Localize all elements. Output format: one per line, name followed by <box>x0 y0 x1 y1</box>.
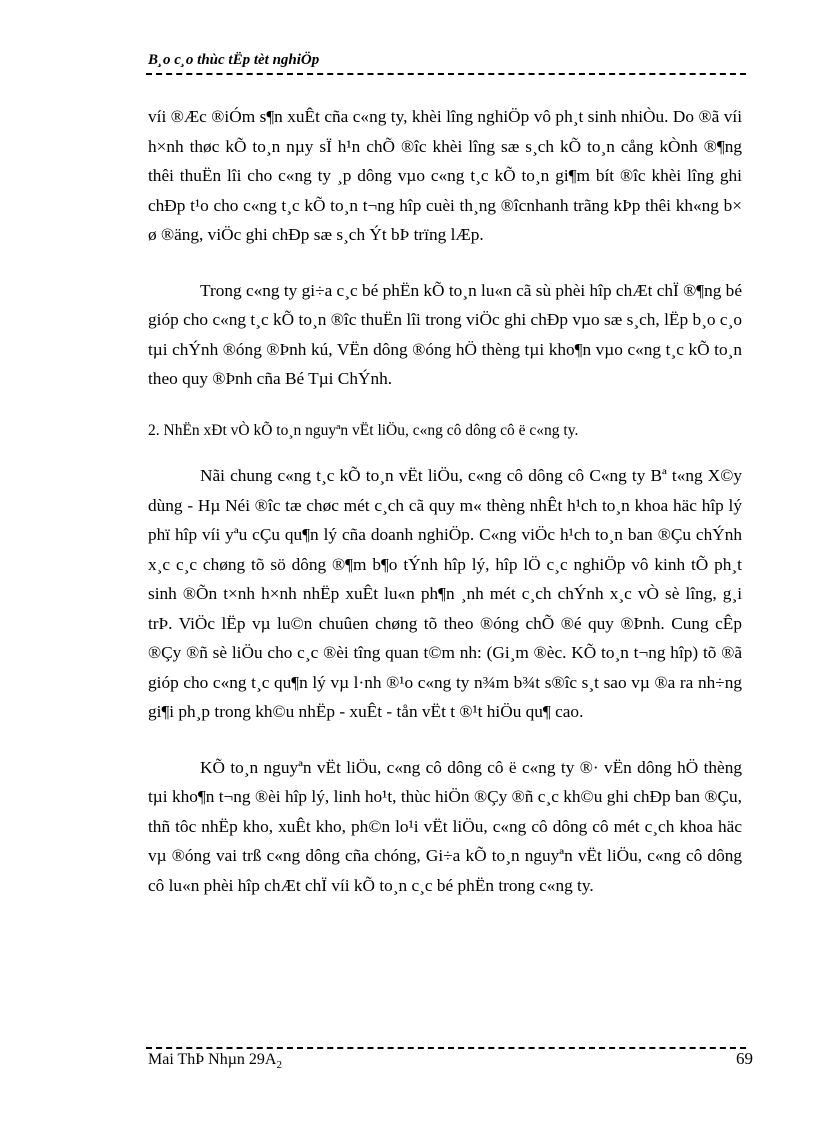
header-rule <box>146 73 746 75</box>
paragraph-1: víi ®Æc ®iÓm s¶n xuÊt cña c«ng ty, khèi lîng nghiÖp vô ph¸t sinh nhiÒu. Do ®ã víi h×nh thøc kÕ to¸n nµy sÏ h¹n chÕ ®îc khèi lîng sæ s¸ch kÕ to¸n cång kÒnh ®¶ng thêi thuËn lîi cho c«ng ty ¸p dông vµo c«ng t¸c kÕ to¸n gi¶m bít ®îc khèi lîng ghi chÐp t¹o cho c«ng t¸c kÕ to¸n t¬ng hîp cuèi th¸ng ®îcnhanh trãng kÞp thêi kh«ng b× ø ®äng, viÖc ghi chÐp sæ s¸ch Ýt bÞ trïng lÆp. <box>148 107 742 244</box>
footer-author-name: Mai ThÞ Nhµn 29A <box>148 1051 277 1068</box>
running-header: B¸o c¸o thùc tËp tèt nghiÖp <box>148 52 320 68</box>
paragraph-2: Trong c«ng ty gi÷a c¸c bé phËn kÕ to¸n lu«n cã sù phèi hîp chÆt chÏ ®¶ng bé gióp cho c«ng t¸c kÕ to¸n ®îc thuËn lîi trong viÖc ghi chÐp vµo sæ s¸ch, lËp b¸o c¸o tµi chÝnh ®óng ®Þnh kú, VËn dông ®óng hÖ thèng tµi kho¶n vµo c«ng t¸c kÕ to¸n theo quy ®Þnh cña Bé Tµi ChÝnh. <box>148 280 742 388</box>
footer-rule <box>146 1047 746 1049</box>
paragraph-4: KÕ to¸n nguyªn vËt liÖu, c«ng cô dông cô ë c«ng ty ®· vËn dông hÖ thèng tµi kho¶n t¬ng ®èi hîp lý, linh ho¹t, thùc hiÖn ®Çy ®ñ c¸c kh©u ghi chÐp ban ®Çu, thñ tôc nhËp kho, xuÊt kho, ph©n lo¹i vËt liÖu, c«ng cô dông cô mét c¸ch khoa häc vµ ®óng vai trß c«ng dông cña chóng, Gi÷a kÕ to¸n nguyªn vËt liÖu, c«ng cô dông cô lu«n phèi hîp chÆt chÏ víi kÕ to¸n c¸c bé phËn trong c«ng ty. <box>148 757 742 895</box>
footer-author <box>148 1051 282 1071</box>
footer-class-subscript: 2 <box>276 1059 282 1072</box>
page-body <box>148 102 742 900</box>
page-number: 69 <box>736 1049 753 1068</box>
section-heading: 2. NhËn xÐt vÒ kÕ to¸n nguyªn vËt liÖu, c«ng cô dông cô ë c«ng ty. <box>148 421 579 439</box>
paragraph-3: Nãi chung c«ng t¸c kÕ to¸n vËt liÖu, c«ng cô dông cô C«ng ty Bª t«ng X©y dùng - Hµ Néi ®îc tæ chøc mét c¸ch cã quy m« thèng nhÊt h¹ch to¸n khoa häc hîp lý phï hîp víi yªu cÇu qu¶n lý cña doanh nghiÖp. C«ng viÖc h¹ch to¸n ban ®Çu chÝnh x¸c c¸c chøng tõ sö dông ®¶m b¶o tÝnh hîp lý, hîp lÖ c¸c nghiÖp vô kinh tÕ ph¸t sinh ®Õn t×nh h×nh nhËp xuÊt lu«n ph¶n ¸nh mét c¸ch chÝnh x¸c vÒ sè lîng, g¸i trÞ. ViÖc lËp vµ lu©n chuûen chøng tõ theo ®óng chÕ ®é quy ®Þnh. Cung cÊp ®Çy ®ñ sè liÖu cho c¸c ®èi tîng quan t©m nh: (Gi¸m ®èc. KÕ to¸n t¬ng hîp) tõ ®ã gióp cho c«ng t¸c qu¶n lý vµ l·nh ®¹o c«ng ty n¾m b¾t s®îc s¸t sao vµ ®a ra nh÷ng gi¶i ph¸p trong kh©u nhËp - xuÊt - tån vËt t ®¹t hiÖu qu¶ cao. <box>148 466 742 721</box>
